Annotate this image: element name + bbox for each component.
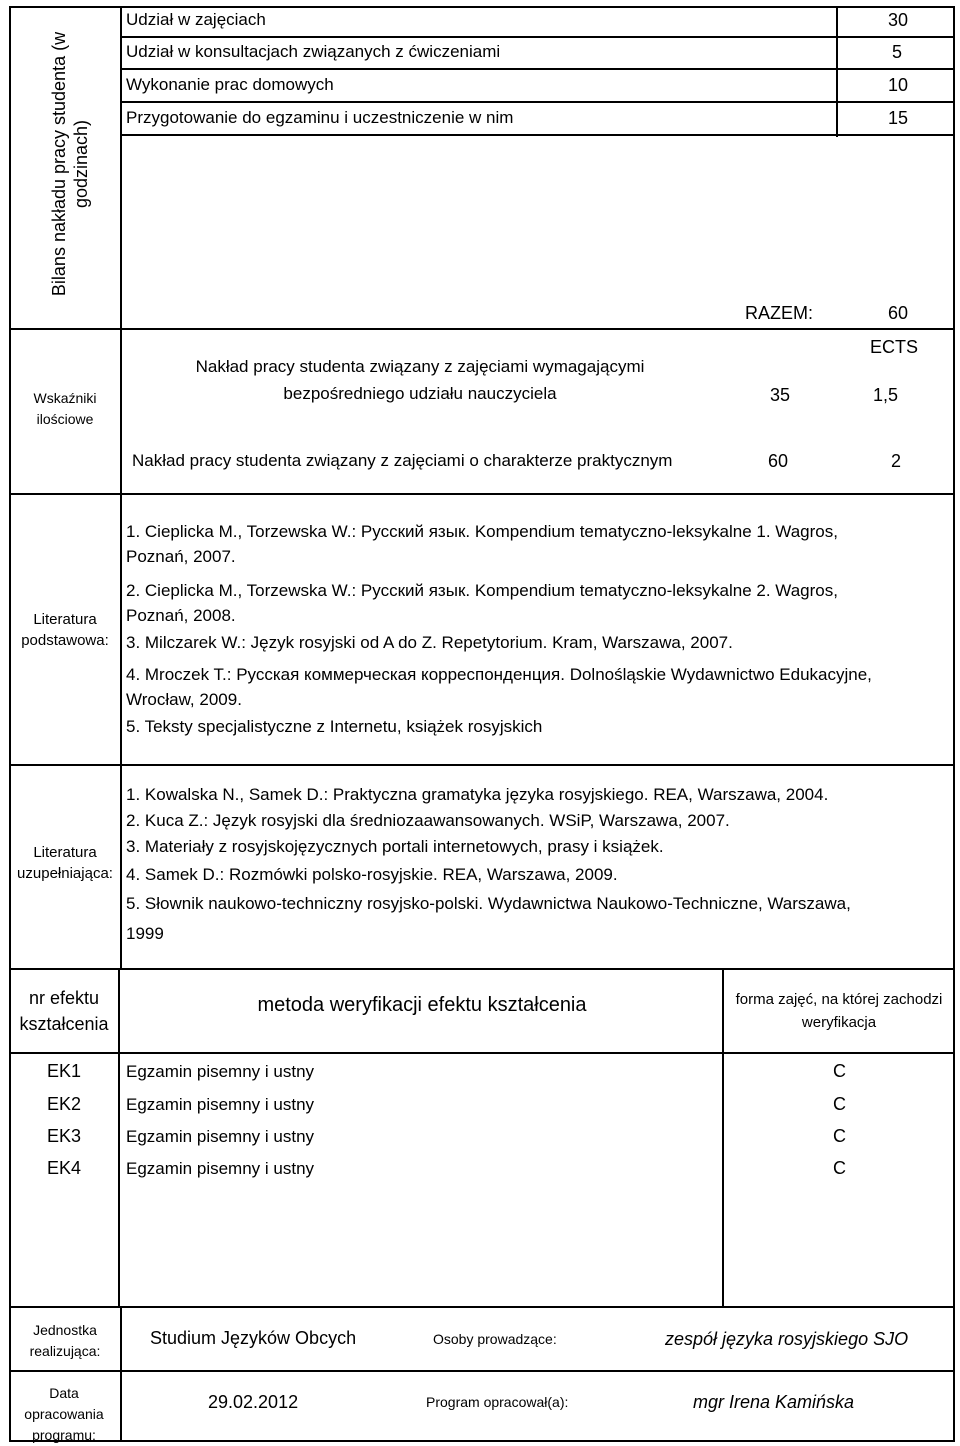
teachers-value: zespół języka rosyjskiego SJO	[665, 1329, 909, 1349]
literature-extra-label: Literatura uzupełniająca:	[17, 844, 113, 882]
workload-row-value: 15	[887, 108, 908, 128]
indicator-row2-hours: 60	[768, 451, 789, 471]
workload-row-label: Wykonanie prac domowych	[126, 75, 334, 94]
section-divider	[9, 764, 955, 766]
workload-total-label: RAZEM:	[745, 303, 814, 323]
section-divider	[9, 328, 955, 330]
workload-row-line	[120, 68, 955, 70]
verification-row-code: EK4	[46, 1158, 82, 1178]
author-value: mgr Irena Kamińska	[693, 1392, 855, 1412]
literature-basic-line: Wrocław, 2009.	[126, 690, 242, 709]
verification-row-method: Egzamin pisemny i ustny	[126, 1159, 315, 1178]
date-label: Data opracowania programu:	[24, 1385, 104, 1443]
teachers-label: Osoby prowadzące:	[433, 1331, 557, 1347]
literature-basic-line: Poznań, 2007.	[126, 547, 236, 566]
verification-row-code: EK3	[46, 1126, 82, 1146]
verification-row-code: EK1	[46, 1061, 82, 1081]
date-value: 29.02.2012	[208, 1392, 299, 1412]
verification-row-form: C	[833, 1061, 846, 1081]
verification-row-form: C	[833, 1094, 846, 1114]
workload-value-divider	[836, 6, 838, 137]
verification-row-method: Egzamin pisemny i ustny	[126, 1127, 315, 1146]
section-divider	[9, 968, 955, 970]
literature-basic-line: 1. Cieplicka M., Torzewska W.: Русский язык. Kompendium tematyczno-leksykalne 1. Wagros,	[126, 522, 838, 541]
workload-row-line	[120, 101, 955, 103]
verification-col2-header: metoda weryfikacji efektu kształcenia	[257, 994, 587, 1016]
literature-extra-line: 5. Słownik naukowo-techniczny rosyjsko-polski. Wydawnictwa Naukowo-Techniczne, Warszawa,	[126, 894, 851, 913]
footer-col-divider	[120, 1306, 122, 1442]
verification-row-form: C	[833, 1158, 846, 1178]
verification-row-code: EK2	[46, 1094, 82, 1114]
workload-row-line	[120, 134, 955, 136]
literature-basic-line: 2. Cieplicka M., Torzewska W.: Русский язык. Kompendium tematyczno-leksykalne 2. Wagros,	[126, 581, 838, 600]
left-column-divider	[120, 6, 122, 970]
verification-header-line	[9, 1052, 955, 1054]
literature-basic-label: Literatura podstawowa:	[21, 611, 109, 649]
verification-row-method: Egzamin pisemny i ustny	[126, 1062, 315, 1081]
indicator-row2-ects: 2	[891, 451, 902, 471]
section-divider	[9, 493, 955, 495]
verification-row-method: Egzamin pisemny i ustny	[126, 1095, 315, 1114]
verification-bottom-line	[9, 1306, 955, 1308]
workload-total-value: 60	[887, 303, 908, 323]
workload-row-value: 30	[887, 10, 908, 30]
workload-row-value: 5	[891, 42, 902, 62]
verification-col1-header: nr efektu kształcenia	[19, 988, 109, 1034]
indicator-row1-ects: 1,5	[873, 385, 899, 405]
indicator-row1-label: Nakład pracy studenta związany z zajęciami wymagającymi bezpośredniego udziału nauczyciela	[195, 357, 645, 403]
workload-row-value: 10	[887, 75, 908, 95]
verification-col-divider	[722, 968, 724, 1307]
ects-header: ECTS	[870, 337, 919, 357]
workload-row-label: Udział w zajęciach	[126, 10, 266, 29]
indicators-side-label: Wskaźniki ilościowe	[33, 390, 97, 427]
footer-row-line	[9, 1370, 955, 1372]
workload-row-label: Przygotowanie do egzaminu i uczestniczenie w nim	[126, 108, 514, 127]
author-label: Program opracował(a):	[426, 1394, 569, 1410]
literature-extra-line: 2. Kuca Z.: Język rosyjski dla średniozaawansowanych. WSiP, Warszawa, 2007.	[126, 811, 730, 830]
workload-row-line	[120, 36, 955, 38]
verification-row-form: C	[833, 1126, 846, 1146]
literature-extra-line: 3. Materiały z rosyjskojęzycznych portali internetowych, prasy i książek.	[126, 837, 664, 856]
verification-col-divider	[118, 968, 120, 1307]
indicator-row2-label: Nakład pracy studenta związany z zajęciami o charakterze praktycznym	[132, 451, 673, 470]
literature-extra-line: 1999	[126, 924, 164, 943]
literature-basic-line: 3. Milczarek W.: Język rosyjski od A do Z. Repetytorium. Kram, Warszawa, 2007.	[126, 633, 733, 652]
workload-row-label: Udział w konsultacjach związanych z ćwiczeniami	[126, 42, 501, 61]
unit-label: Jednostka realizująca:	[29, 1322, 101, 1359]
literature-basic-line: 5. Teksty specjalistyczne z Internetu, książek rosyjskich	[126, 717, 543, 736]
verification-col3-header: forma zajęć, na której zachodzi weryfikacja	[735, 991, 943, 1031]
unit-value: Studium Języków Obcych	[150, 1328, 357, 1348]
literature-basic-line: 4. Mroczek T.: Русская коммерческая корреспонденция. Dolnośląskie Wydawnictwo Edukacyjne,	[126, 665, 872, 684]
literature-basic-line: Poznań, 2008.	[126, 606, 236, 625]
workload-side-label: Bilans nakładu pracy studenta (w godzinach)	[49, 31, 91, 297]
indicator-row1-hours: 35	[770, 385, 791, 405]
literature-extra-line: 4. Samek D.: Rozmówki polsko-rosyjskie. REA, Warszawa, 2009.	[126, 865, 618, 884]
literature-extra-line: 1. Kowalska N., Samek D.: Praktyczna gramatyka języka rosyjskiego. REA, Warszawa, 2004.	[126, 785, 829, 804]
